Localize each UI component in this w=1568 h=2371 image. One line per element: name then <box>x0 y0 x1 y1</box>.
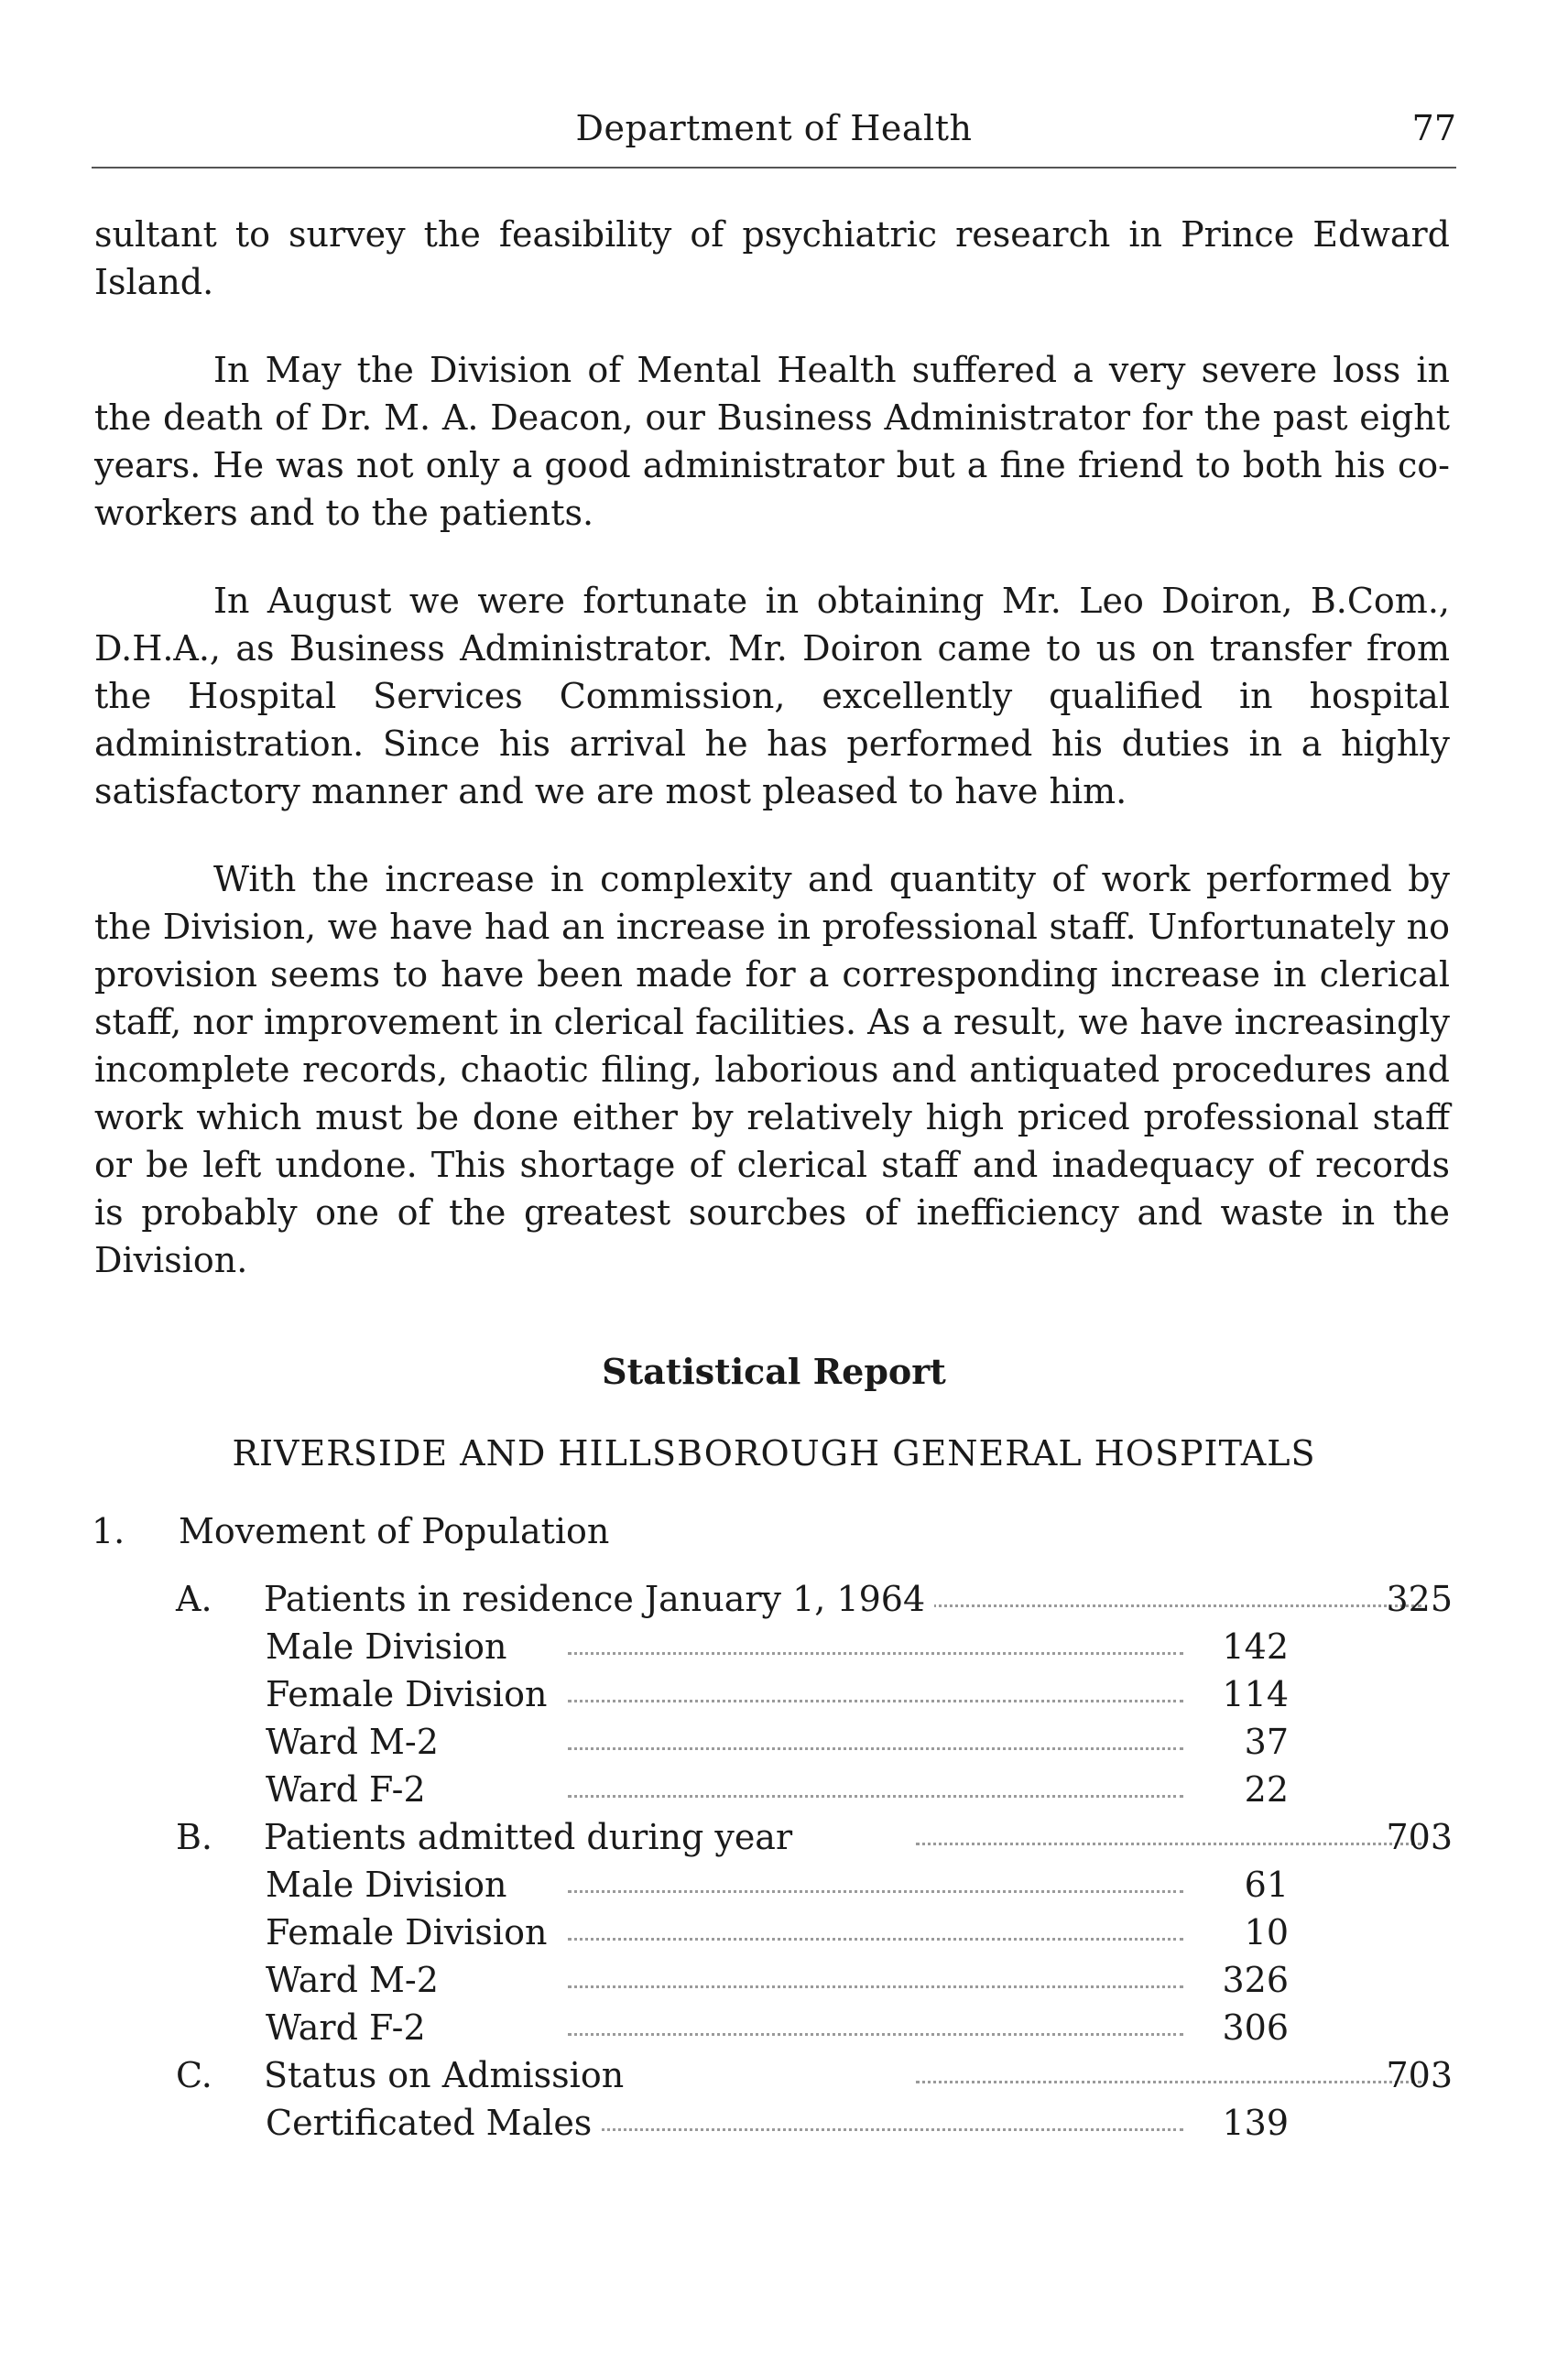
header-rule <box>92 167 1456 169</box>
leader-dots <box>916 1843 1421 1845</box>
item-value: 61 <box>1244 1865 1289 1905</box>
item-value: 22 <box>1244 1769 1289 1810</box>
group-total: 703 <box>1386 1817 1453 1857</box>
paragraph-1: sultant to survey the feasibility of psychiatric research in Prince Edward Island. <box>94 214 1450 302</box>
leader-dots <box>568 2128 1183 2131</box>
group-letter: A. <box>176 1579 212 1619</box>
item-label: Ward F-2 <box>266 2004 435 2051</box>
leader-dots <box>568 1700 1183 1702</box>
leader-dots <box>568 1985 1183 1988</box>
leader-dots <box>568 1795 1183 1798</box>
leader-dots <box>568 2033 1183 2036</box>
group-letter: B. <box>176 1817 213 1857</box>
item-value: 37 <box>1244 1722 1289 1762</box>
table-row <box>0 1623 1568 1670</box>
table-row <box>0 2099 1568 2147</box>
item-label: Ward M-2 <box>266 1718 448 1766</box>
table-row <box>0 2004 1568 2051</box>
running-header <box>92 108 1456 163</box>
item-value: 10 <box>1244 1912 1289 1952</box>
item-value: 326 <box>1222 1960 1289 2000</box>
item-label: Female Division <box>266 1909 556 1956</box>
group-row-a <box>0 1575 1568 1623</box>
item-value: 306 <box>1222 2007 1289 2048</box>
item-label: Ward M-2 <box>266 1956 448 2004</box>
paragraph-4: With the increase in complexity and quantity of work performed by the Division, we have had an increase in professional staff. Unfortunately no provision seems to have been made for a corresponding increase in clerical staff, nor improvement in clerical facilities. As a result, we have increasingly incomplete records, chaotic filing, laborious and antiquated procedures and work which must be done either by relatively high priced professional staff or be left undone. This shortage of clerical staff and inadequacy of records is probably one of the greatest sourcbes of inefficiency and waste in the Division. <box>94 859 1450 1280</box>
group-label: Status on Admission <box>264 2051 633 2099</box>
leader-dots <box>916 2081 1421 2083</box>
item-label: Certificated Males <box>266 2099 601 2147</box>
section-number: 1. <box>92 1511 125 1551</box>
section-label: Movement of Population <box>179 1511 610 1551</box>
leader-dots <box>568 1938 1183 1941</box>
paragraph-2: In May the Division of Mental Health suffered a very severe loss in the death of Dr. M. A. Deacon, our Business Administrator for the past eight years. He was not only a good administrator but a fine friend to both his co-workers and to the patients. <box>94 350 1450 533</box>
paragraph-3: In August we were fortunate in obtaining Mr. Leo Doiron, B.Com., D.H.A., as Business Administrator. Mr. Doiron came to us on transfer from the Hospital Services Commission, excellently qualified in hospital administration. Since his arrival he has performed his duties in a highly satisfactory manner and we are most pleased to have him. <box>94 581 1450 811</box>
item-label: Male Division <box>266 1861 517 1909</box>
item-value: 142 <box>1222 1626 1289 1667</box>
body-text <box>94 211 1450 1324</box>
group-label: Patients in residence January 1, 1964 <box>264 1575 934 1623</box>
table-row <box>0 1861 1568 1909</box>
leader-dots <box>568 1890 1183 1893</box>
page-number: 77 <box>1411 108 1456 148</box>
statistical-report-heading: Statistical Report <box>602 1351 946 1392</box>
leader-dots <box>916 1604 1421 1607</box>
leader-dots <box>568 1652 1183 1655</box>
header-title: Department of Health <box>575 108 973 148</box>
group-row-b <box>0 1813 1568 1861</box>
section-heading <box>92 1511 609 1551</box>
table-row <box>0 1766 1568 1813</box>
leader-dots <box>568 1747 1183 1750</box>
group-row-c <box>0 2051 1568 2099</box>
table-row <box>0 1909 1568 1956</box>
item-value: 139 <box>1222 2103 1289 2143</box>
table-row <box>0 1670 1568 1718</box>
item-label: Male Division <box>266 1623 517 1670</box>
item-label: Female Division <box>266 1670 556 1718</box>
group-label: Patients admitted during year <box>264 1813 801 1861</box>
group-total: 703 <box>1386 2055 1453 2095</box>
group-total: 325 <box>1386 1579 1453 1619</box>
item-label: Ward F-2 <box>266 1766 435 1813</box>
group-letter: C. <box>176 2055 212 2095</box>
table-row <box>0 1956 1568 2004</box>
table-row <box>0 1718 1568 1766</box>
hospitals-heading: RIVERSIDE AND HILLSBOROUGH GENERAL HOSPITALS <box>232 1433 1316 1474</box>
item-value: 114 <box>1222 1674 1289 1714</box>
